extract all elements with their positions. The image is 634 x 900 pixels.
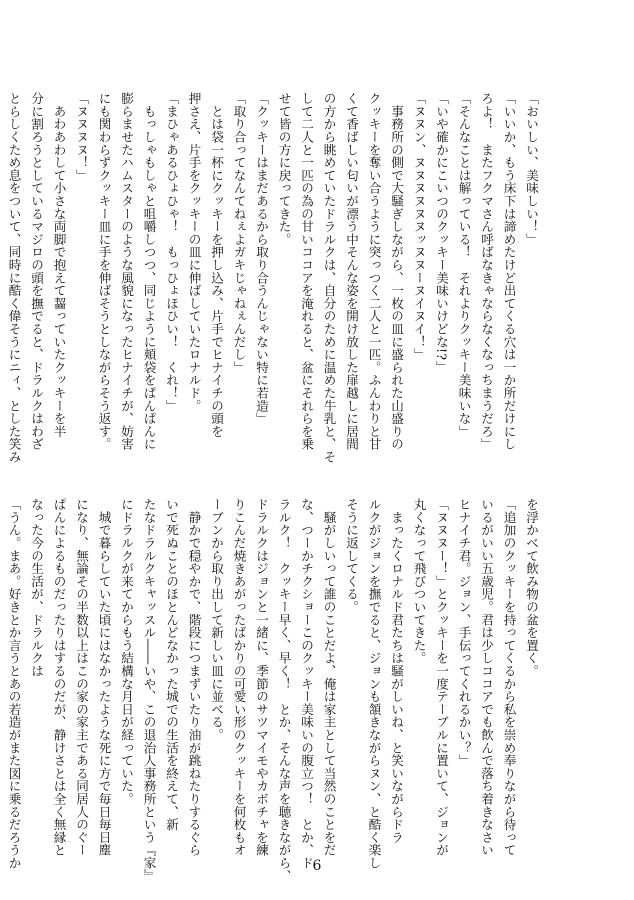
text-line: せて皆の方に戻ってきた。 bbox=[276, 92, 292, 246]
text-line: 「取り合ってなんてねぇよガキじゃねぇんだし」 bbox=[231, 92, 247, 374]
text-line: ーブンから取り出して新しい皿に並べる。 bbox=[209, 498, 224, 742]
text-line: な、つーかチクショーこのクッキー美味いの腹立つ！ とか、ド bbox=[299, 498, 314, 870]
text-line: まったくロナルド君たちは騒がしいね、と笑いながらドラ bbox=[389, 498, 404, 844]
text-line: ろよ！ またフクマさん呼ばなきゃならなくなっちまうだろ」 bbox=[479, 92, 494, 451]
text-line: 騒がしいって誰のことだよ、俺は家主として当然のことをだ bbox=[321, 498, 337, 857]
text-line: あわあわして小さな両脚で抱えて齧っていたクッキーを半 bbox=[51, 92, 67, 438]
text-line: くて香ばしい匂いが漂う中そんな姿を開け放した扉越しに居間 bbox=[344, 92, 359, 451]
text-line: りこんだ焼きあがったばかりの可愛い形のクッキーを何枚もオ bbox=[231, 498, 247, 857]
text-block-lower bbox=[6, 498, 542, 882]
text-line: 静かで穏やかで、階段につまずいたり油が跳ねたりするぐら bbox=[186, 498, 202, 857]
text-line: 「ヌヌヌー！」とクッキーを一度テーブルに置いて、ジョンが bbox=[434, 498, 449, 857]
text-line: もっしゃもしゃと咀嚼しつつ、同じように頬袋をぱんぱんに bbox=[141, 92, 157, 451]
text-line: ヒナイチ君。ジョン、手伝ってくれるかい？」 bbox=[456, 498, 472, 767]
text-line: なった今の生活が、ドラルクは bbox=[29, 498, 44, 678]
text-line: ラルク！ クッキー早く、早く！ とか、そんな声を聴きながら、 bbox=[276, 498, 292, 882]
text-line: 分に割ろうとしているマジロの頭を撫でると、ドラルクはわざ bbox=[29, 92, 44, 451]
text-line: 「ヌヌン、ヌヌヌヌヌヌッヌヌーヌイヌイ！」 bbox=[411, 92, 427, 361]
text-line: 膨らませたハムスターのような風貌になったヒナイチが、妨害 bbox=[119, 92, 134, 451]
text-line: ドラルクはジョンと一緒に、季節のサツマイモやカボチャを練 bbox=[254, 498, 269, 857]
text-line: 「うん。まあ。好きとか言うとあの若造がまた図に乗るだろうか bbox=[6, 498, 22, 870]
text-line: になり、無論その半数以上はこの家の家主である同居人のぐー bbox=[74, 498, 89, 857]
text-line: たなドラルクキャッスル――いや、この退治人事務所という『家』 bbox=[141, 498, 157, 882]
page-number: 6 bbox=[312, 858, 322, 874]
text-line: 「まひゃあるひょひゃ！ もっひょほひい！ くれ！」 bbox=[164, 92, 179, 412]
text-line: 「おいしい、美味しい！」 bbox=[524, 92, 539, 246]
text-block-upper bbox=[6, 92, 542, 487]
text-line: 丸くなって飛びついてきた。 bbox=[411, 498, 427, 665]
text-line: ぱんによるものだったりはするのだが、静けさとは全く無縁と bbox=[51, 498, 67, 857]
text-line: 「いいか、もう床下は諦めたけど出てくる穴は一か所だけにし bbox=[501, 92, 517, 451]
text-line: を浮かべて飲み物の盆を置く。 bbox=[524, 498, 539, 678]
text-line: ルクがジョンを撫でると、ジョンも頷きながらヌン、と酷く楽し bbox=[366, 498, 382, 870]
text-line: いで死ぬことのほとんどなかった城での生活を終えて、新 bbox=[164, 498, 179, 831]
text-line: して二人と一匹の為の甘いココアを淹れると、盆にそれらを乗 bbox=[299, 92, 314, 451]
text-line: 「いや確かにこいつのクッキー美味いけどな!?」 bbox=[434, 92, 449, 374]
text-line: 城で暮らしていた頃にはなかったような死に方で毎日毎日塵 bbox=[96, 498, 112, 857]
text-line: そうに返してくる。 bbox=[344, 498, 359, 614]
text-line: とらしくため息をついて、同時に酷く偉そうにニィ、とした笑み bbox=[6, 92, 22, 464]
text-line: いるがいい五歳児。君は少しココアでも飲んで落ち着きなさい bbox=[479, 498, 494, 857]
text-line: 事務所の側で大騒ぎしながら、一枚の皿に盛られた山盛りの bbox=[389, 92, 404, 451]
text-line: 「クッキーはまだあるから取り合うんじゃない特に若造」 bbox=[254, 92, 269, 425]
text-line: にドラルクが来てからもう結構な月日が経っていた。 bbox=[119, 498, 134, 806]
text-line: 「そんなことは解っている！ それよりクッキー美味いな」 bbox=[456, 92, 472, 438]
text-line: にも関わらずクッキー皿に手を伸ばそうとしながらそう返す。 bbox=[96, 92, 112, 451]
text-line: の方から眺めていたドラルクは、自分のために温めた牛乳と、そ bbox=[321, 92, 337, 464]
text-line: 押さえ、片手をクッキーの皿に伸ばしていたロナルド。 bbox=[186, 92, 202, 412]
text-line: とは袋一杯にクッキーを押し込み、片手でヒナイチの頭を bbox=[209, 92, 224, 438]
text-line: 「ヌヌヌヌ！」 bbox=[74, 92, 89, 182]
text-line: クッキーを奪い合うように突っつく二人と一匹。ふんわりと甘 bbox=[366, 92, 382, 451]
text-line: 「追加のクッキーを持ってくるから私を崇め奉りながら待って bbox=[501, 498, 517, 857]
